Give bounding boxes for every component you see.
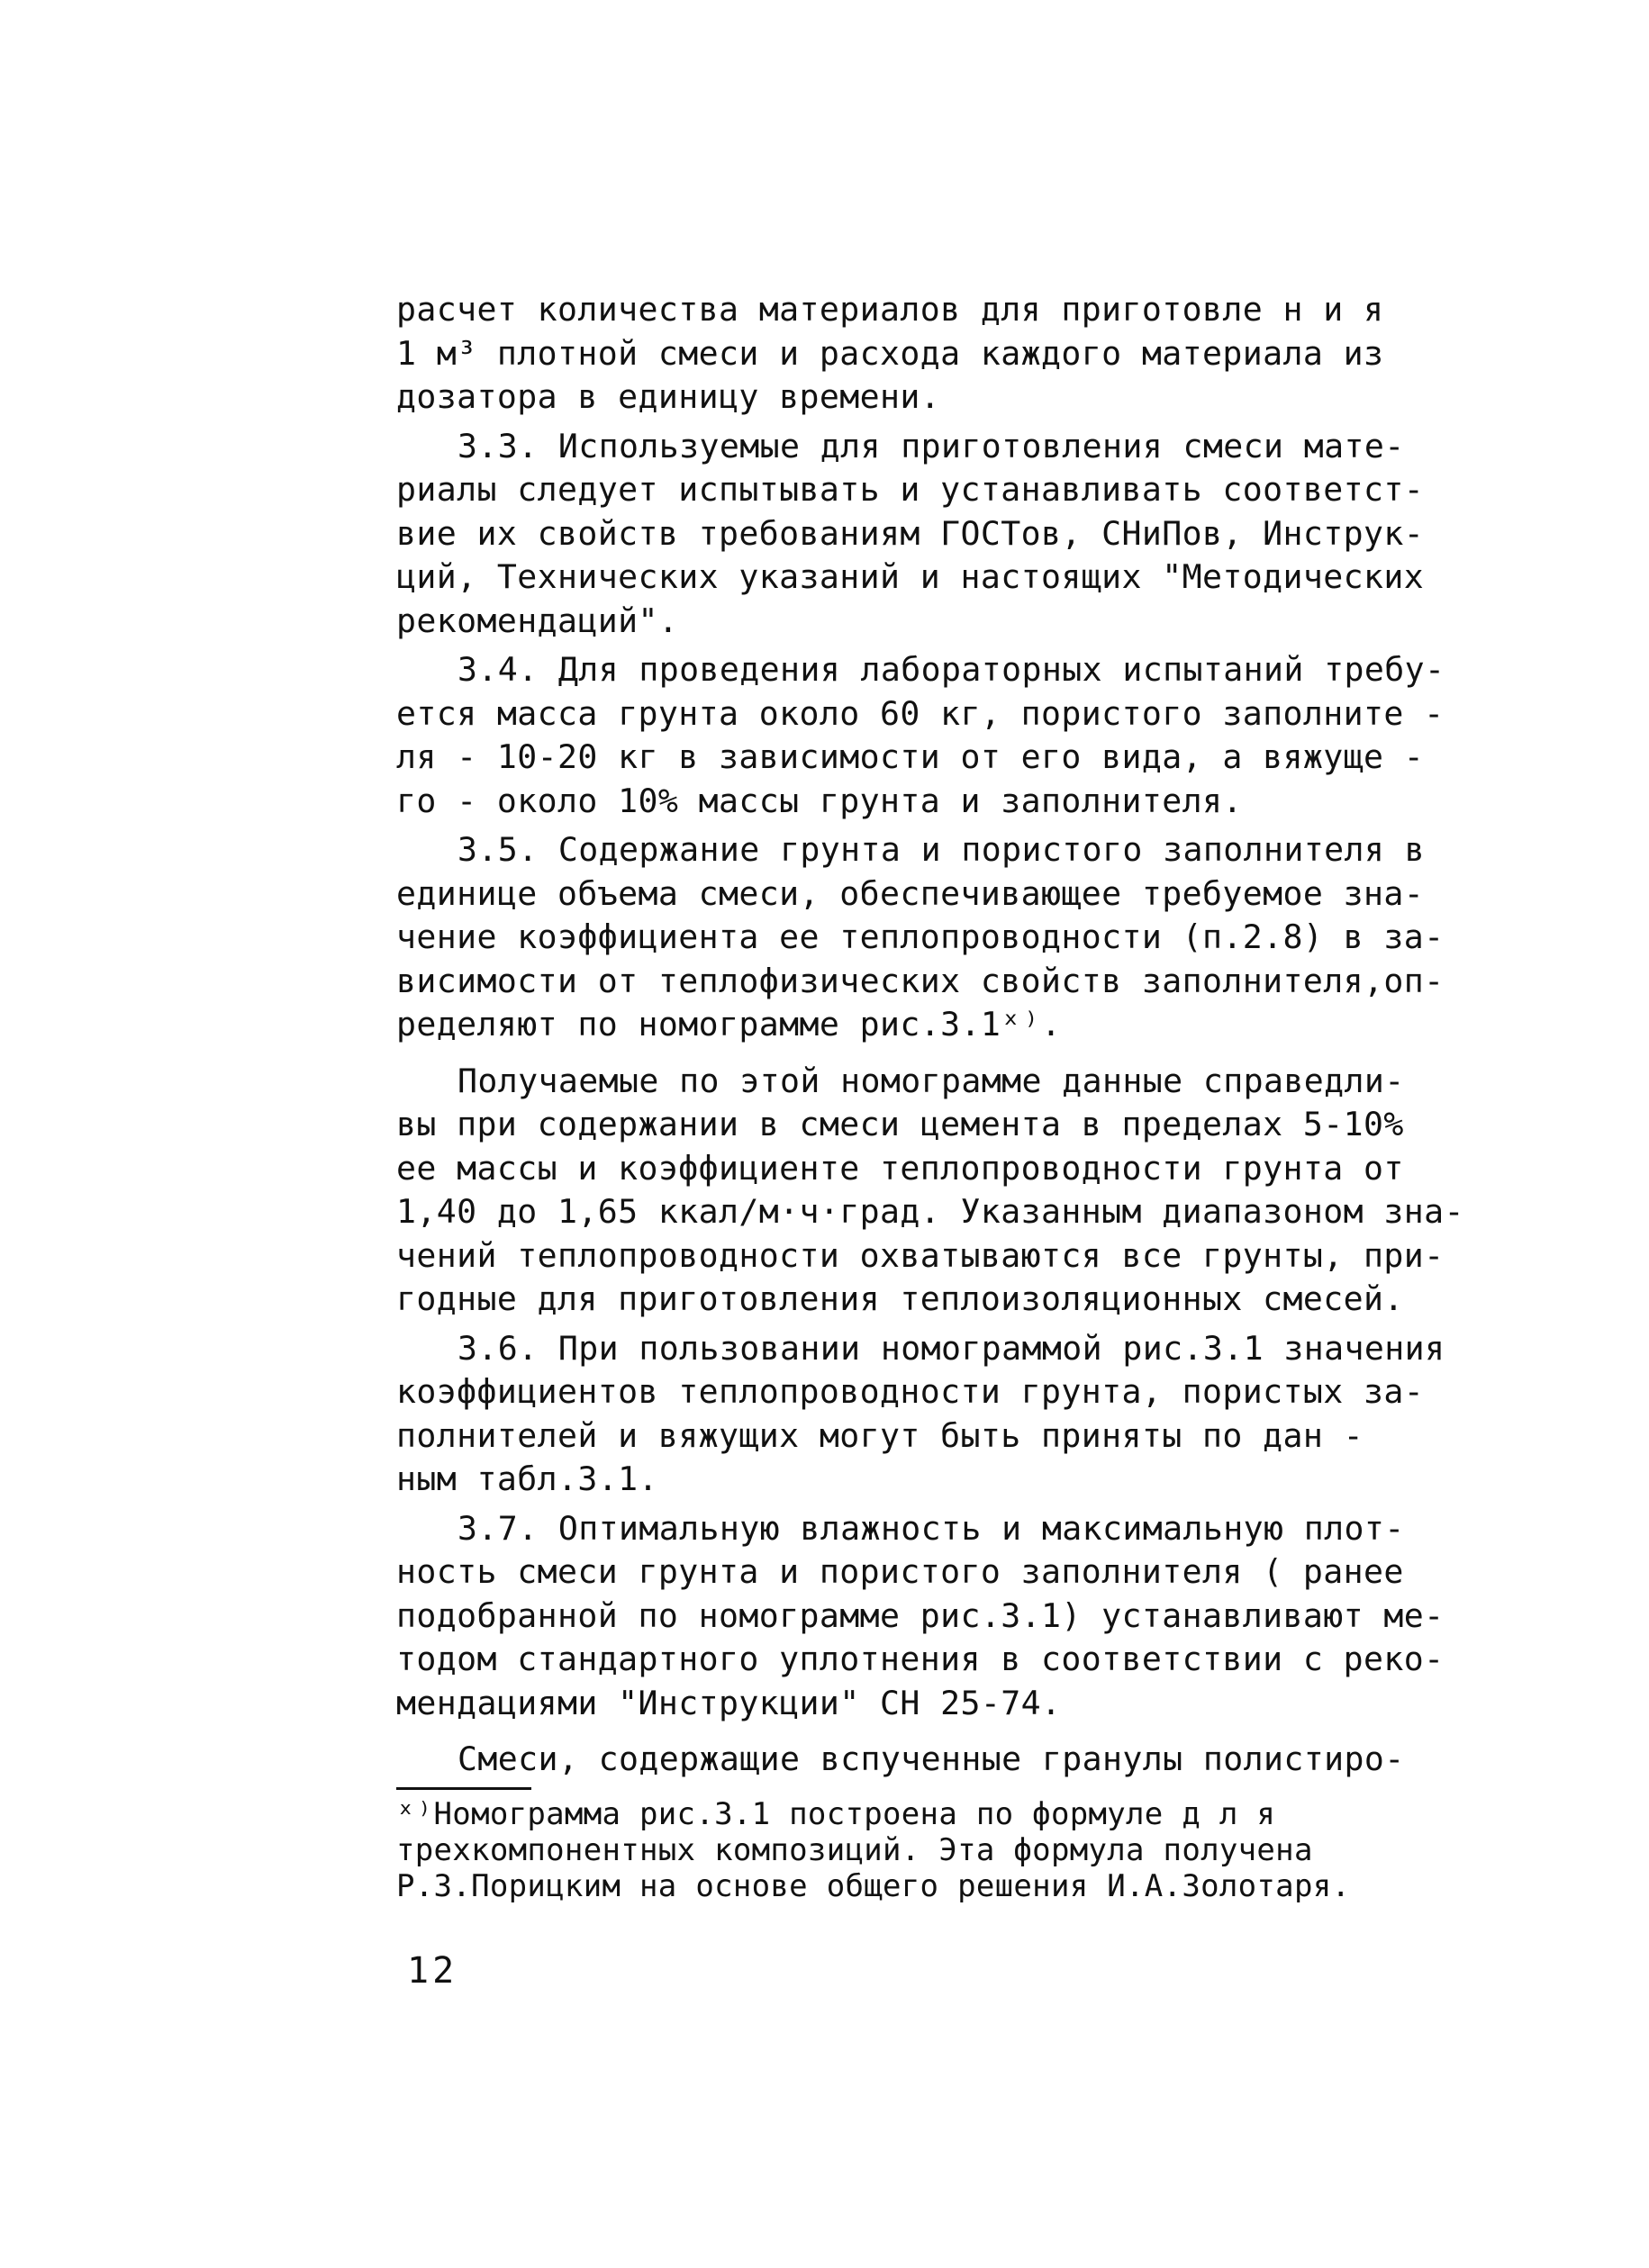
footnote: ˣ⁾Номограмма рис.3.1 построена по формуле д л я трехкомпонентных композиций. Эта формула получена Р.З.Порицким на основе общего решения И.А.Золотаря. — [396, 1796, 1351, 1904]
page-number: 12 — [407, 1950, 458, 1992]
paragraph-polystyrene: Смеси, содержащие вспученные гранулы полистиро- — [458, 1739, 1405, 1778]
paragraph-continuation: расчет количества материалов для приготовле н и я 1 м³ плотной смеси и расхода каждого материала из дозатора в единицу времени. — [396, 290, 1384, 416]
paragraph-3-3: 3.3. Используемые для приготовления смеси мате- риалы следует испытывать и устанавливать соответст- вие их свойств требованиям ГОСТов, СНиПов, Инструк- ций, Технических указаний и настоящих "Методических рекомендаций". — [396, 426, 1425, 640]
footnote-divider — [396, 1787, 531, 1790]
body-text — [396, 288, 1518, 1782]
paragraph-3-4: 3.4. Для проведения лабораторных испытаний требу- ется масса грунта около 60 кг, пористого заполните - ля - 10-20 кг в зависимости от его вида, а вяжуще - го - около 10% массы грунта и заполнителя. — [396, 650, 1445, 820]
paragraph-nomogram-data: Получаемые по этой номограмме данные справедли- вы при содержании в смеси цемента в пределах 5-10% ее массы и коэффициенте теплопроводности грунта от 1,40 до 1,65 ккал/м·ч·град. Указанным диапазоном зна- чений теплопроводности охватываются все грунты, при- годные для приготовления теплоизоляционных смесей. — [396, 1061, 1464, 1318]
paragraph-3-6: 3.6. При пользовании номограммой рис.3.1 значения коэффициентов теплопроводности грунта, пористых за- полнителей и вяжущих могут быть приняты по дан - ным табл.3.1. — [396, 1328, 1445, 1498]
paragraph-3-7: 3.7. Оптимальную влажность и максимальную плот- ность смеси грунта и пористого заполнителя ( ранее подобранной по номограмме рис.3.1) устанавливают ме- тодом стандартного уплотнения в соответствии с реко- мендациями "Инструкции" СН 25-74. — [396, 1508, 1445, 1722]
paragraph-3-5: 3.5. Содержание грунта и пористого заполнителя в единице объема смеси, обеспечивающее требуемое зна- чение коэффициента ее теплопроводности (п.2.8) в за- висимости от теплофизических свойств заполнителя,оп- ределяют по номограмме рис.3.1ˣ⁾. — [396, 830, 1445, 1044]
